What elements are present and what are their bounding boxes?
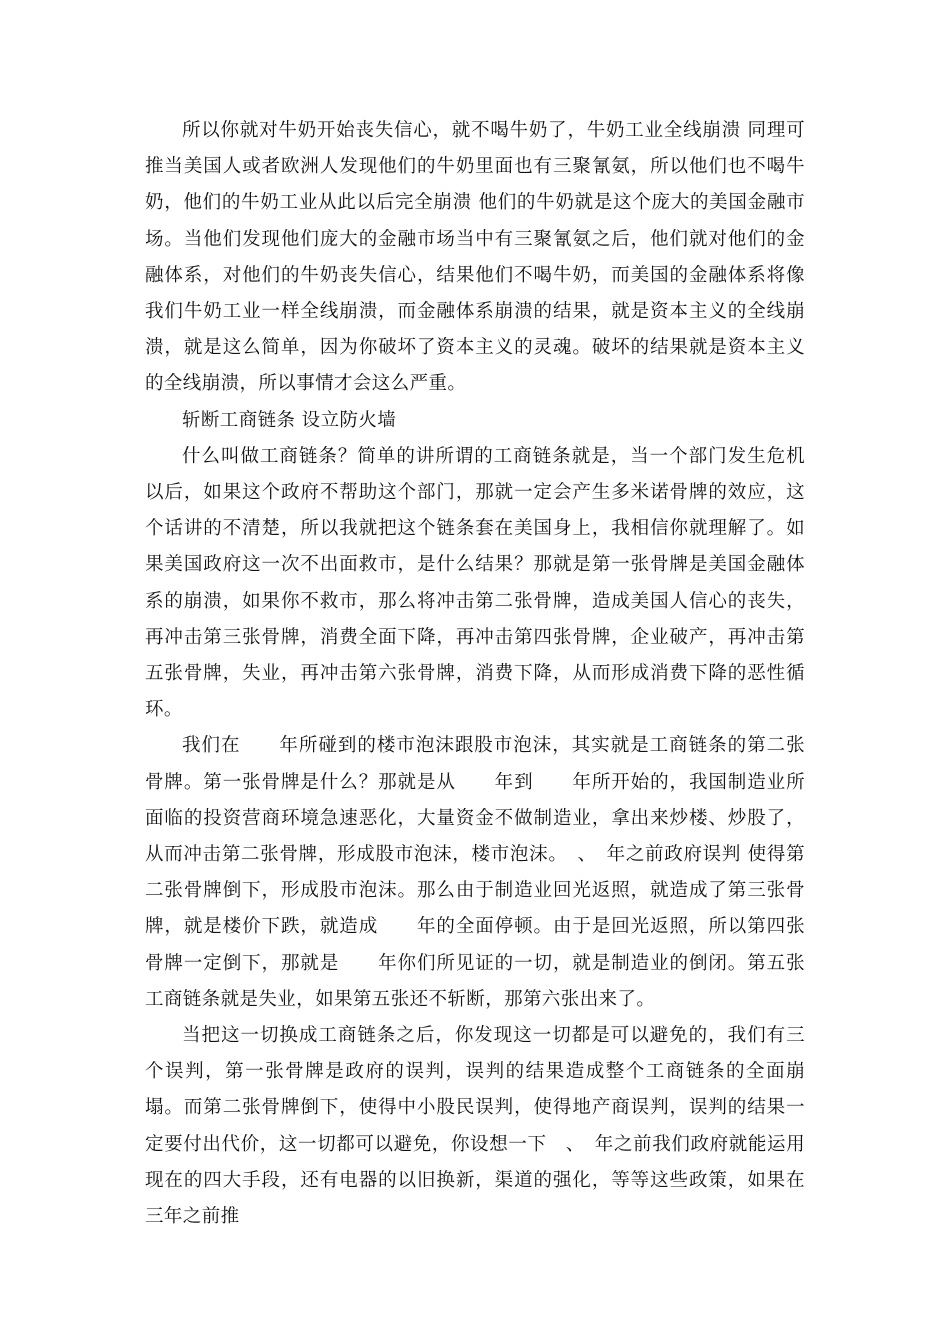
paragraph-milk-analogy: 所以你就对牛奶开始丧失信心，就不喝牛奶了，牛奶工业全线崩溃 同理可推当美国人或者欧洲人发现他们的牛奶里面也有三聚氰氨，所以他们也不喝牛奶，他们的牛奶工业从此以后完全崩溃 他们的牛奶就是这个庞大的美国金融市场。当他们发现他们庞大的金融市场当中有三聚氰氨之后，他们就对他们的金融体系，对他们的牛奶丧失信心，结果他们不喝牛奶，而美国的金融体系将像我们牛奶工业一样全线崩溃，而金融体系崩溃的结果，就是资本主义的全线崩溃，就是这么简单，因为你破坏了资本主义的灵魂。破坏的结果就是资本主义的全线崩溃，所以事情才会这么严重。	[145, 120, 805, 395]
paragraph-second-domino: 我们在 年所碰到的楼市泡沫跟股市泡沫，其实就是工商链条的第二张骨牌。第一张骨牌是什么？那就是从 年到 年所开始的，我国制造业所面临的投资营商环境急速恶化，大量资金不做制造业，拿出来炒楼、炒股了，从而冲击第二张骨牌，形成股市泡沫，楼市泡沫。 、 年之前政府误判 使得第二张骨牌倒下，形成股市泡沫。那么由于制造业回光返照，就造成了第三张骨牌，就是楼价下跌，就造成 年的全面停顿。由于是回光返照，所以第四张骨牌一定倒下，那就是 年你们所见证的一切，就是制造业的倒闭。第五张工商链条就是失业，如果第五张还不斩断，那第六张出来了。	[145, 735, 805, 1010]
paragraph-industrial-chain: 什么叫做工商链条？简单的讲所谓的工商链条就是，当一个部门发生危机以后，如果这个政府不帮助这个部门，那就一定会产生多米诺骨牌的效应，这个话讲的不清楚，所以我就把这个链条套在美国身上，我相信你就理解了。如果美国政府这一次不出面救市，是什么结果？那就是第一张骨牌是美国金融体系的崩溃，如果你不救市，那么将冲击第二张骨牌，造成美国人信心的丧失，再冲击第三张骨牌，消费全面下降，再冲击第四张骨牌，企业破产，再冲击第五张骨牌，失业，再冲击第六张骨牌，消费下降，从而形成消费下降的恶性循环。	[145, 445, 805, 721]
paragraph-misjudgment: 当把这一切换成工商链条之后，你发现这一切都是可以避免的，我们有三个误判，第一张骨牌是政府的误判，误判的结果造成整个工商链条的全面崩塌。而第二张骨牌倒下，使得中小股民误判，使得地产商误判，误判的结果一定要付出代价，这一切都可以避免，你设想一下 、 年之前我们政府就能运用现在的四大手段，还有电器的以旧换新，渠道的强化，等等这些政策，如果在三年之前推	[145, 1025, 805, 1228]
document-page	[145, 113, 805, 1235]
section-heading: 斩断工商链条 设立防火墙	[182, 409, 397, 431]
